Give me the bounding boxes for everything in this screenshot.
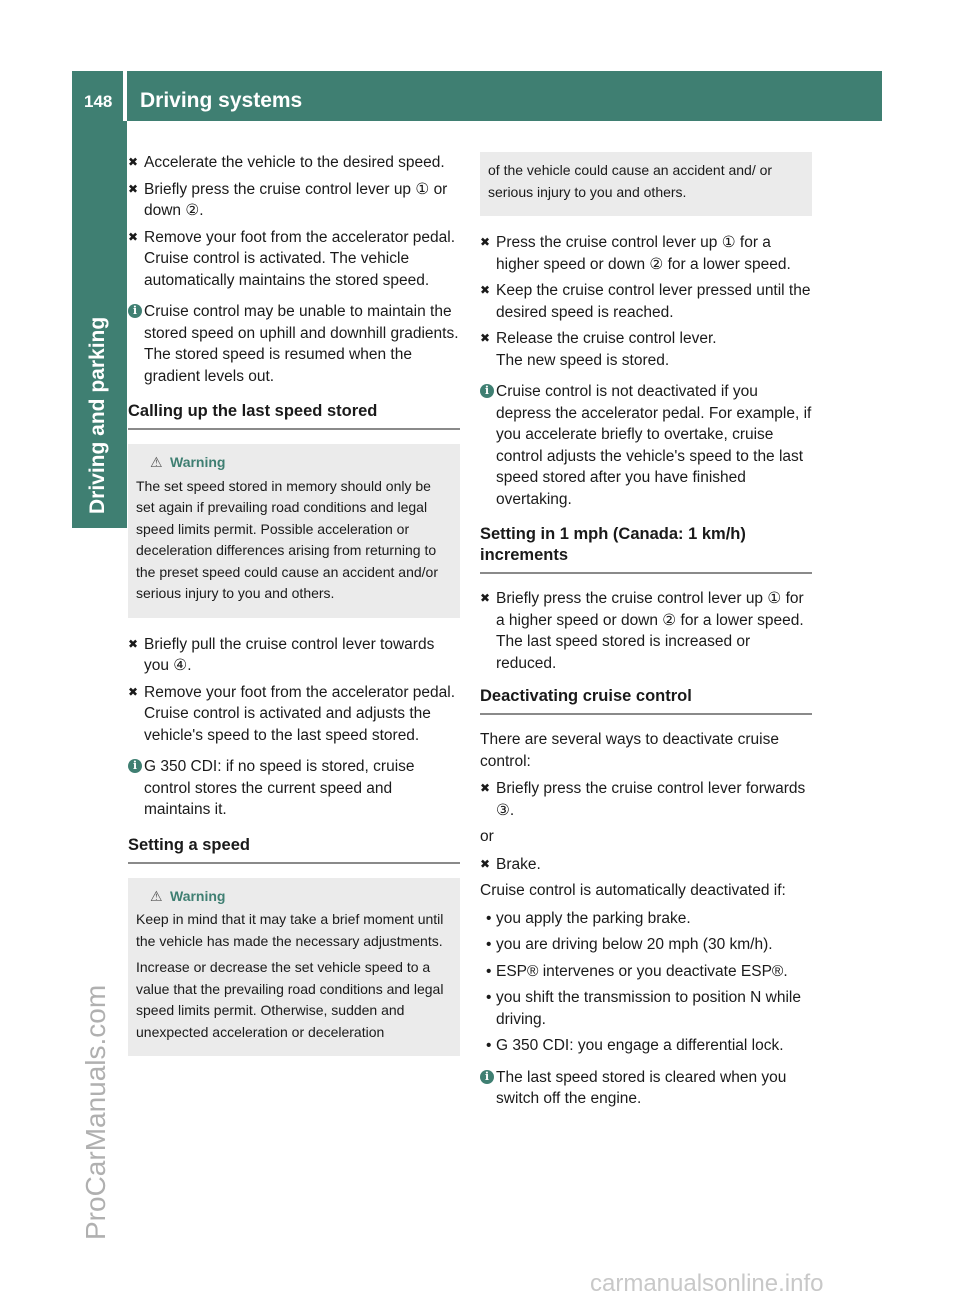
- step-arrow-icon: ✖: [128, 636, 139, 651]
- bullet-item: [480, 934, 812, 956]
- bullet-text: ESP® intervenes or you deactivate ESP®.: [496, 962, 788, 980]
- step-text: Remove your foot from the accelerator pedal.: [144, 228, 456, 246]
- info-text: Cruise control is not deactivated if you depress the accelerator pedal. For example, if you accelerate briefly to overtake, cruise control adjusts the vehicle's speed to the last speed stored after you have finished overtaking.: [496, 383, 812, 508]
- warning-heading: [150, 452, 452, 474]
- step-text: Briefly pull the cruise control lever towards you ④.: [144, 635, 435, 674]
- step-item: [128, 634, 460, 677]
- step-arrow-icon: ✖: [480, 331, 491, 345]
- info-note: [128, 756, 460, 821]
- step-arrow-icon: ✖: [480, 781, 491, 795]
- bullet-dot: •: [486, 1037, 492, 1054]
- step-arrow-icon: ✖: [480, 591, 491, 605]
- step-arrow-icon: ✖: [128, 229, 139, 244]
- bullet-dot: •: [486, 936, 492, 953]
- step-arrow-icon: ✖: [480, 235, 491, 249]
- bullet-text: you are driving below 20 mph (30 km/h).: [496, 936, 773, 953]
- step-item: [480, 778, 812, 821]
- warning-icon: ⚠: [150, 887, 163, 904]
- info-note: [480, 1067, 812, 1110]
- bullet-text: G 350 CDI: you engage a differential lock.: [496, 1037, 784, 1054]
- warning-box-continued: [480, 152, 812, 216]
- info-note: [128, 301, 460, 387]
- bullet-item: [480, 1035, 812, 1057]
- info-icon: i: [128, 759, 142, 773]
- step-arrow-icon: ✖: [128, 181, 139, 196]
- info-icon: i: [480, 384, 494, 398]
- left-column: [128, 152, 460, 1072]
- step-arrow-icon: ✖: [128, 684, 139, 699]
- info-text: Cruise control may be unable to maintain the stored speed on uphill and downhill gradients. The stored speed is resumed when the gradient levels out.: [144, 303, 459, 385]
- bullet-dot: •: [486, 962, 492, 980]
- bullet-dot: •: [486, 909, 492, 927]
- paragraph: or: [480, 828, 494, 845]
- section-heading: Setting in 1 mph (Canada: 1 km/h) increments: [480, 524, 812, 574]
- warning-title: Warning: [170, 454, 226, 470]
- warning-heading: [150, 886, 452, 908]
- warning-text: The set speed stored in memory should only be set again if prevailing road conditions and legal speed limits permit. Possible acceleration or deceleration differences arising from returning to the preset speed could cause an accident and/or serious injury to you and others.: [136, 477, 438, 601]
- step-item: [128, 179, 460, 222]
- bullet-item: [480, 908, 812, 930]
- info-text: G 350 CDI: if no speed is stored, cruise control stores the current speed and maintains it.: [144, 758, 415, 818]
- step-item: [480, 854, 812, 876]
- watermark-side: ProCarManuals.com: [80, 984, 111, 1240]
- step-arrow-icon: ✖: [480, 856, 491, 871]
- warning-title: Warning: [170, 887, 226, 904]
- section-heading: Deactivating cruise control: [480, 686, 812, 715]
- step-text: Briefly press the cruise control lever forwards ③.: [496, 780, 806, 819]
- step-result: The last speed stored is increased or reduced.: [496, 633, 751, 672]
- header-divider: [123, 71, 127, 121]
- step-text: Briefly press the cruise control lever up ① or down ②.: [144, 180, 448, 219]
- warning-icon: ⚠: [150, 454, 163, 470]
- step-item: [480, 328, 812, 371]
- step-result: Cruise control is activated and adjusts the vehicle's speed to the last speed stored.: [144, 705, 431, 744]
- step-item: [480, 280, 812, 323]
- step-item: [128, 227, 460, 292]
- warning-text: of the vehicle could cause an accident and/ or serious injury to you and others.: [488, 162, 773, 200]
- section-heading: Setting a speed: [128, 835, 460, 864]
- warning-box: [128, 444, 460, 618]
- paragraph: There are several ways to deactivate cruise control:: [480, 731, 779, 770]
- bullet-item: [480, 987, 812, 1030]
- right-column: [480, 152, 812, 1124]
- page-title: Driving systems: [140, 89, 303, 112]
- step-text: Remove your foot from the accelerator pedal.: [144, 683, 456, 701]
- page-number: 148: [84, 92, 113, 111]
- warning-text: Keep in mind that it may take a brief moment until the vehicle has made the necessary adjustments.: [136, 911, 444, 949]
- bullet-text: you shift the transmission to position N while driving.: [496, 989, 801, 1028]
- warning-text: Increase or decrease the set vehicle speed to a value that the prevailing road conditions and legal speed limits permit. Otherwise, sudden and unexpected acceleration or deceleration: [136, 959, 444, 1040]
- bullet-dot: •: [486, 989, 492, 1006]
- info-icon: i: [128, 304, 142, 318]
- step-item: [480, 588, 812, 674]
- bullet-text: you apply the parking brake.: [496, 909, 691, 927]
- step-item: [480, 232, 812, 275]
- warning-box: [128, 878, 460, 1057]
- step-item: [128, 682, 460, 747]
- section-heading: Calling up the last speed stored: [128, 401, 460, 430]
- side-tab-label: Driving and parking: [86, 316, 109, 514]
- watermark-bottom: carmanualsonline.info: [590, 1270, 824, 1297]
- paragraph: Cruise control is automatically deactivated if:: [480, 882, 786, 899]
- bullet-item: [480, 961, 812, 983]
- info-note: [480, 381, 812, 510]
- step-text: Accelerate the vehicle to the desired speed.: [144, 154, 445, 171]
- step-text: Briefly press the cruise control lever up ① for a higher speed or down ② for a lower speed.: [496, 590, 804, 629]
- step-text: Press the cruise control lever up ① for a higher speed or down ② for a lower speed.: [496, 234, 791, 273]
- step-text: Keep the cruise control lever pressed until the desired speed is reached.: [496, 282, 811, 321]
- step-result: Cruise control is activated. The vehicle automatically maintains the stored speed.: [144, 250, 430, 289]
- info-icon: i: [480, 1070, 494, 1084]
- step-arrow-icon: ✖: [128, 155, 139, 169]
- step-text: Release the cruise control lever.: [496, 330, 717, 347]
- step-arrow-icon: ✖: [480, 283, 491, 297]
- step-text: Brake.: [496, 855, 541, 873]
- step-result: The new speed is stored.: [496, 351, 670, 369]
- info-text: The last speed stored is cleared when you switch off the engine.: [496, 1068, 787, 1107]
- step-item: [128, 152, 460, 174]
